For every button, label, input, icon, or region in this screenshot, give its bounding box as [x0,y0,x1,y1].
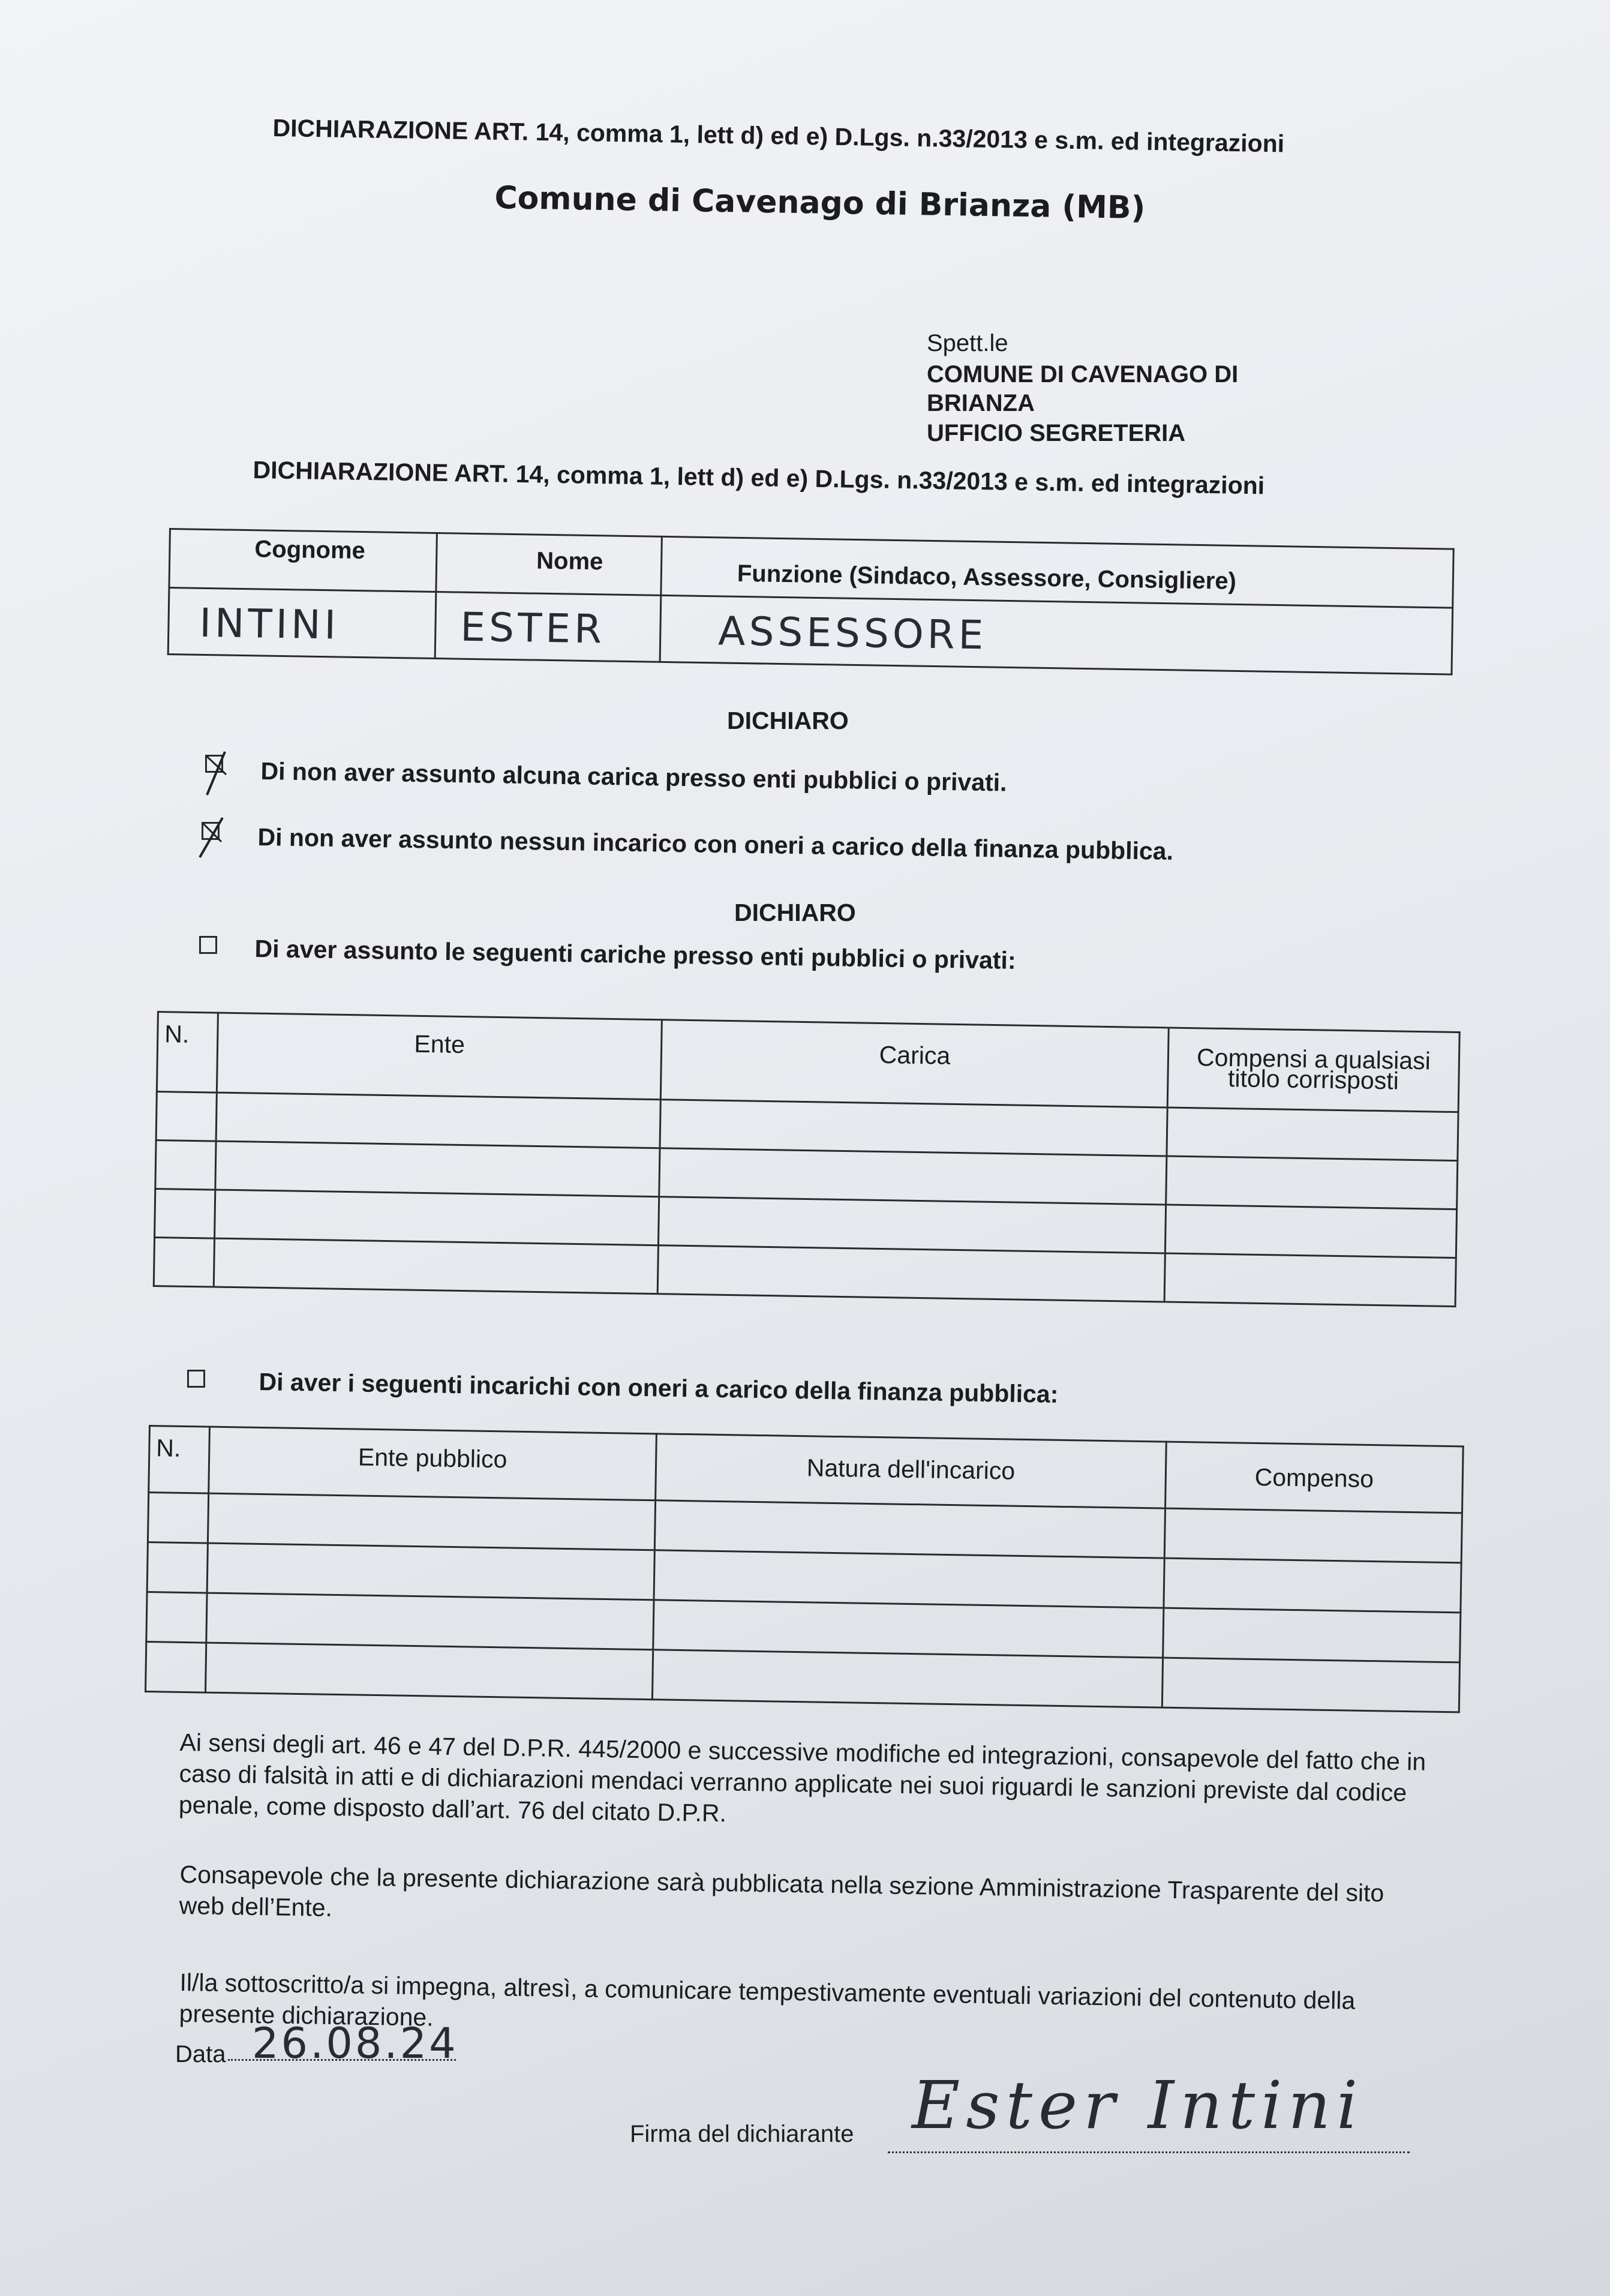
cariche-checkbox[interactable] [199,936,217,957]
cell[interactable] [156,1092,217,1142]
cariche-label: Di aver assunto le seguenti cariche presso enti pubblici o privati: [254,935,1016,974]
section-title: DICHIARAZIONE ART. 14, comma 1, lett d) ed e) D.Lgs. n.33/2013 e s.m. ed integrazioni [253,456,1265,500]
cell[interactable] [206,1593,654,1650]
legal-paragraph-3: Il/la sottoscritto/a si impegna, altresì, a comunicare tempestivamente eventuali variazioni del contenuto della presente dichiarazione. [179,1968,1356,2031]
cell[interactable] [207,1543,654,1600]
cell[interactable] [657,1245,1165,1302]
header-compenso: Compenso [1166,1442,1464,1513]
checkbox-box [187,1370,205,1388]
header-carica: Carica [660,1020,1169,1108]
cell[interactable] [215,1141,660,1197]
cell[interactable] [658,1197,1166,1253]
cell[interactable] [146,1641,206,1692]
cell[interactable] [206,1643,653,1700]
municipality-title: Comune di Cavenago di Brianza (MB) [494,180,1146,227]
check-mark-icon [199,748,235,796]
cell[interactable] [148,1493,208,1544]
header-natura-incarico: Natura dell'incarico [656,1434,1167,1508]
incarichi-label: Di aver i seguenti incarichi con oneri a carico della finanza pubblica: [259,1368,1059,1408]
declaration-title: DICHIARAZIONE ART. 14, comma 1, lett d) ed e) D.Lgs. n.33/2013 e s.m. ed integrazioni [272,114,1285,158]
no-carica-label: Di non aver assunto alcuna carica presso enti pubblici o privati. [260,757,1007,797]
cell[interactable] [1165,1205,1456,1258]
header-nome: Nome [436,533,662,596]
incarichi-checkbox[interactable] [187,1370,205,1391]
cell[interactable] [147,1542,208,1593]
cell[interactable] [1164,1558,1461,1613]
cell[interactable] [216,1093,660,1148]
header-ente-pubblico: Ente pubblico [209,1427,657,1500]
checkbox-box [199,936,217,954]
cell[interactable] [1162,1658,1459,1712]
cell[interactable] [154,1237,214,1287]
person-table [167,528,1455,676]
cell[interactable] [652,1650,1163,1707]
date-label: Data [175,2041,226,2067]
signature[interactable]: Ester Intini [912,2067,1364,2144]
cell[interactable] [653,1600,1164,1658]
no-incarico-checkbox[interactable] [202,822,220,843]
recipient-line2: BRIANZA [927,390,1035,416]
cell[interactable] [208,1493,655,1550]
legal-paragraph-2: Consapevole che la presente dichiarazione sarà pubblicata nella sezione Amministrazione Trasparente del sito web dell’Ente. [179,1860,1384,1922]
cell[interactable] [1166,1156,1458,1209]
checkbox-box [202,822,220,840]
cell[interactable] [155,1188,215,1238]
legal-paragraph-1: Ai sensi degli art. 46 e 47 del D.P.R. 445/2000 e successive modifiche ed integrazioni, consapevole del fatto che in caso di falsità in atti e di dichiarazioni mendaci verranno applicate nei suoi riguardi le sanzioni previste dal codice penale, come disposto dall’art. 76 del citato D.P.R. [178,1728,1426,1827]
header-compensi: Compensi a qualsiasi titolo corrisposti [1167,1028,1459,1112]
date-field[interactable]: 26.08.24 [252,2019,458,2068]
cariche-table [153,1011,1461,1307]
cell[interactable] [1164,1508,1462,1563]
dichiaro-heading-1: DICHIARO [727,707,849,734]
header-n: N. [157,1012,218,1093]
cell[interactable] [146,1592,207,1643]
recipient-salutation: Spett.le [927,330,1008,356]
header-ente: Ente [217,1013,662,1100]
cell[interactable] [215,1190,659,1245]
cell[interactable] [1167,1108,1458,1161]
checkbox-box [205,755,223,773]
dichiaro-heading-2: DICHIARO [734,899,856,926]
cell[interactable] [1163,1608,1461,1662]
recipient-line1: COMUNE DI CAVENAGO DI [927,361,1239,388]
check-mark-icon [195,815,231,863]
cell[interactable] [660,1100,1167,1156]
cell[interactable] [659,1148,1167,1205]
cell[interactable] [214,1238,658,1294]
cell[interactable] [155,1140,216,1190]
no-incarico-label: Di non aver assunto nessun incarico con oneri a carico della finanza pubblica. [257,823,1174,865]
header-n: N. [149,1426,210,1494]
funzione-field[interactable]: ASSESSORE [660,595,1453,674]
nome-field[interactable]: ESTER [435,592,661,662]
header-cognome: Cognome [169,529,437,592]
cell[interactable] [1164,1253,1456,1307]
header-funzione: Funzione (Sindaco, Assessore, Consigliere) [661,536,1453,608]
signature-label: Firma del dichiarante [630,2121,854,2147]
cell[interactable] [654,1550,1164,1608]
incarichi-table [145,1425,1464,1713]
cognome-field[interactable]: INTINI [168,588,436,659]
recipient-line3: UFFICIO SEGRETERIA [927,420,1186,446]
signature-dotted-line [888,2151,1410,2153]
cell[interactable] [654,1500,1165,1558]
no-carica-checkbox[interactable] [205,755,223,776]
